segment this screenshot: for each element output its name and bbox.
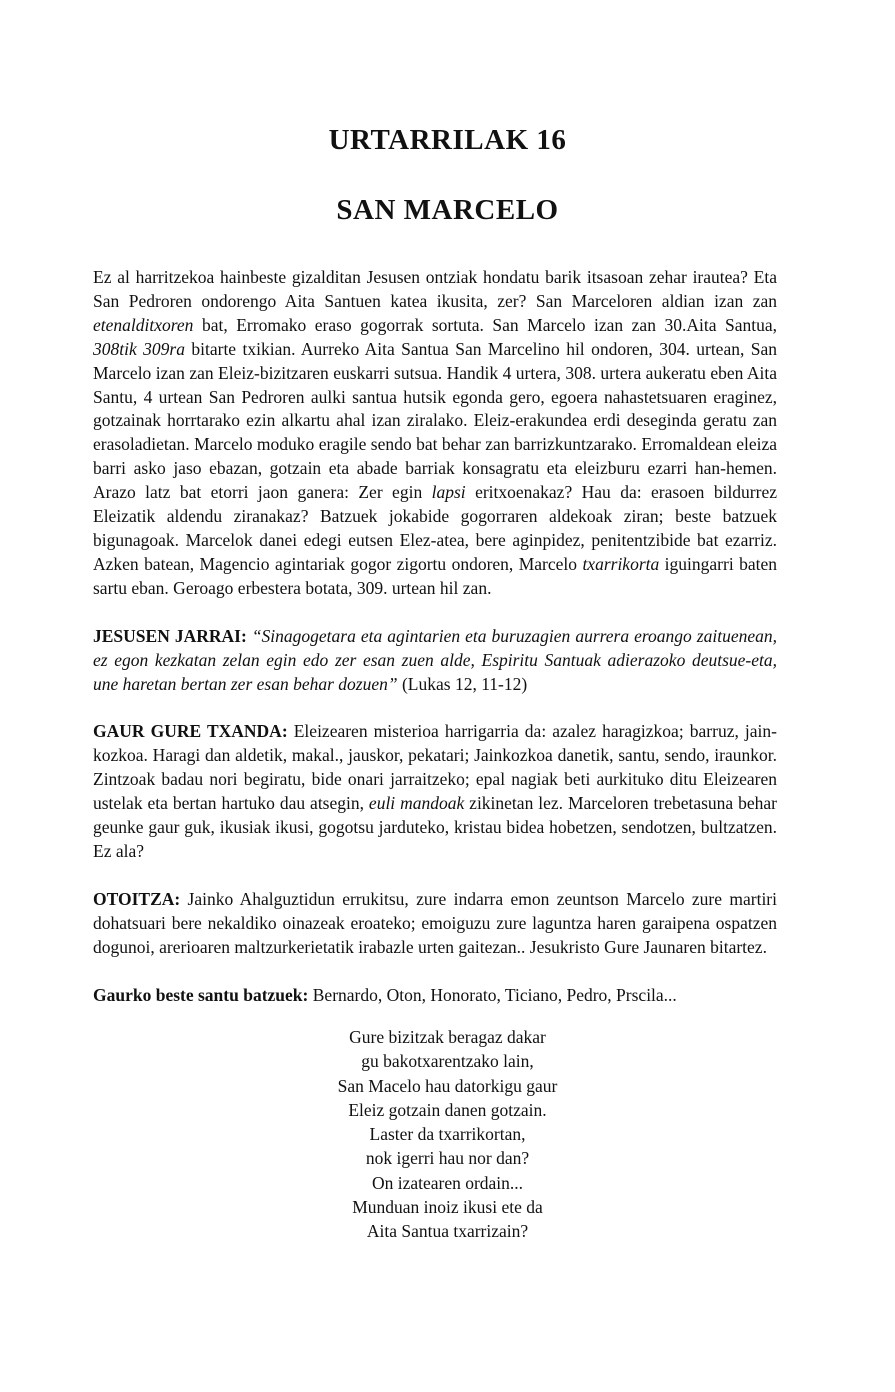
reflection-italic: euli mandoak: [368, 793, 465, 814]
reflection-section: [93, 720, 777, 863]
poem-line: Gure bizitzak beragaz dakar: [349, 1027, 546, 1047]
poem-line: Laster da txarrikortan,: [369, 1124, 526, 1145]
gospel-label: JESUSEN JARRAI:: [93, 625, 247, 646]
other-saints-list: Bernardo, Oton, Honorato, Ticiano, Pedro, Prscila...: [308, 984, 677, 1005]
gospel-section: [93, 625, 777, 697]
main-text: [93, 266, 777, 1007]
poem-line: On izatearen ordain...: [371, 1172, 524, 1193]
saint-name-title: SAN MARCELO: [336, 194, 559, 226]
poem-line: gu bakotxarentzako lain,: [361, 1051, 534, 1072]
reflection-text-1: Eleizearen misterioa harrigarria da: azalez haragizkoa; barruz, jain-kozkoa. Haragi dan aldetik, makal., jauskor, pekatari; Jainkozkoa danetik, santu, sendo, iraunkor. Zintzoak badau nori begiratu, bide onari jarraitzeko; epal nagiak beti aurkituko ditu Eleizearen ustelak eta bertan hartuko dau atsegin,: [93, 721, 778, 814]
spacer: [93, 960, 777, 984]
bio-text-2: bat, Erromako eraso gogorrak sortuta. San Marcelo izan zan 30.Aita Santua,: [193, 314, 777, 335]
bio-text-1: Ez al harritzekoa hainbeste gizalditan Jesusen ontziak hondatu barik itsasoan zehar irautea? Eta San Pedroren ondorengo Aita Santuen katea ikusita, zer? San Marceloren aldian izan zan: [93, 267, 777, 311]
poem-line: Aita Santua txarrizain?: [366, 1221, 529, 1242]
reflection-label: GAUR GURE TXANDA:: [93, 721, 288, 742]
other-saints-label: Gaurko beste santu batzuek:: [93, 984, 309, 1005]
prayer-section: [93, 888, 777, 960]
gospel-quote: “Sinagogetara eta agintarien eta buruzagien aurrera eroango zaituenean, ez egon kezkatan zelan egin edo zer esan zuen alde, Espiritu Santuak adierazoko deutsue-eta, une haretan bertan zer esan behar dozuen”: [93, 625, 778, 694]
bio-italic-2: 308tik 309ra: [93, 338, 185, 359]
poem-line: San Macelo hau datorkigu gaur: [337, 1075, 558, 1096]
bio-text-4: eritxoenakaz? Hau da: erasoen bildurrez Eleizatik aldendu ziranakaz? Batzuek jokabide gogorraren aldekoak ziran; beste batzuek bigunagoak. Marcelok danei edegi eutsen Elez-atea, bere aginpidez, penitentzibide bat ezarriz. Azken batean, Magencio agintariak gogor zigortu ondoren, Marcelo: [93, 482, 777, 574]
spacer: [93, 696, 777, 720]
poem-line: Eleiz gotzain danen gotzain.: [348, 1099, 547, 1120]
bio-italic-1: etenalditxoren: [93, 314, 194, 335]
bio-text-5: iguingarri baten sartu eban. Geroago erbestera botata, 309. urtean hil zan.: [93, 553, 777, 598]
bio-italic-3: lapsi: [431, 482, 466, 503]
other-saints-section: [93, 984, 777, 1008]
biography-paragraph: [93, 266, 777, 601]
prayer-text: Jainko Ahalguztidun errukitsu, zure indarra emon zeuntson Marcelo zure martiri dohatsuari bere nekaldiko oinazeak eroateko; emoiguzu zure laguntza haren garaipena ospatzen dogunoi, arerioaren maltzurkerietatik irabazle urten gaitezan.. Jesukristo Gure Jaunaren bitartez.: [93, 888, 777, 957]
spacer: [93, 864, 777, 888]
page-date-title: URTARRILAK 16: [328, 124, 567, 156]
reflection-text-2: zikinetan lez. Marceloren trebetasuna behar geunke gaur guk, ikusiak ikusi, gogotsu jarduteko, kristau bidea hobetzen, sendotzen, bultzatzen. Ez ala?: [93, 793, 777, 861]
bio-italic-4: txarrikorta: [582, 553, 660, 574]
bio-text-3: bitarte txikian. Aurreko Aita Santua San Marcelino hil ondoren, 304. urtean, San Marcelo izan zan Eleiz-bizitzaren euskarri sutsua. Handik 4 urtera, 308. urtera aukeratu eben Aita Santu, 4 urtean San Pedroren aulki santua hutsik egonda gero, egoera nahastetsuaren eraginez, gotzainak horrtarako ezin alkartu ahal izan ziralako. Eleiz-erakundea erdi deseginda geratu zan erasoladietan. Marcelo moduko eragile sendo bat behar zan barrizkuntzarako. Erromaldean eleiza barri asko jaso ebazan, gotzain eta abade barriak konsagratu eta eleizburu ezarri han-hemen. Arazo latz bat etorri jaon ganera: Zer egin: [93, 338, 777, 503]
poem-line: Munduan inoiz ikusi ete da: [352, 1197, 543, 1218]
poem: [0, 1025, 895, 1244]
spacer: [93, 601, 777, 625]
prayer-label: OTOITZA:: [93, 888, 181, 909]
gospel-reference: (Lukas 12, 11-12): [397, 673, 528, 694]
poem-line: nok igerri hau nor dan?: [365, 1148, 530, 1169]
